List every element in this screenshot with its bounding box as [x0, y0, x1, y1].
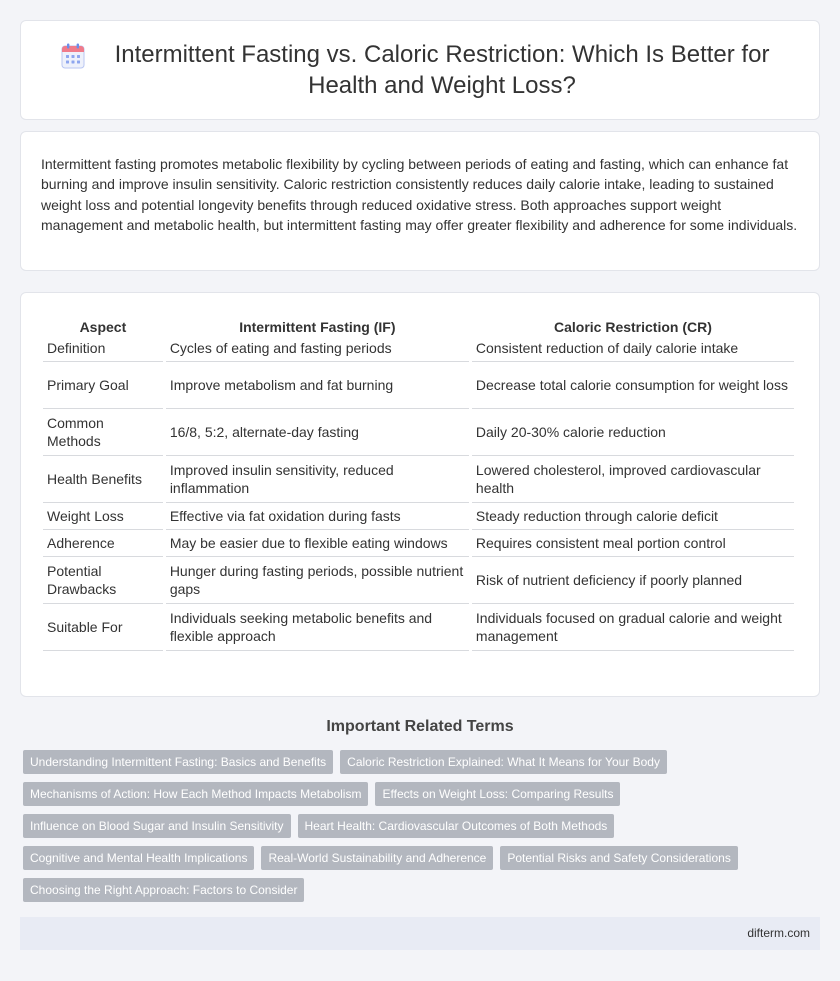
table-cell: Risk of nutrient deficiency if poorly planned: [472, 557, 794, 604]
tag-row: [23, 782, 803, 806]
related-term-tag[interactable]: Caloric Restriction Explained: What It Means for Your Body: [340, 750, 667, 774]
tag-row: [23, 750, 803, 774]
related-term-tag[interactable]: Choosing the Right Approach: Factors to Consider: [23, 878, 304, 902]
header-card: [20, 20, 820, 120]
table-cell: Individuals focused on gradual calorie and weight management: [472, 604, 794, 651]
related-term-tag[interactable]: Influence on Blood Sugar and Insulin Sensitivity: [23, 814, 291, 838]
table-row: [43, 362, 794, 409]
table-cell: Weight Loss: [43, 503, 163, 530]
table-cell: Lowered cholesterol, improved cardiovascular health: [472, 456, 794, 503]
table-cell: Suitable For: [43, 604, 163, 651]
table-header-row: [43, 315, 794, 335]
related-term-tag[interactable]: Mechanisms of Action: How Each Method Impacts Metabolism: [23, 782, 368, 806]
table-cell: Steady reduction through calorie deficit: [472, 503, 794, 530]
column-header-cr: Caloric Restriction (CR): [553, 318, 712, 335]
table-cell: Improved insulin sensitivity, reduced inflammation: [166, 456, 469, 503]
table-row: [43, 503, 794, 530]
table-cell: Decrease total calorie consumption for weight loss: [472, 362, 794, 409]
table-cell: Potential Drawbacks: [43, 557, 163, 604]
table-cell: Daily 20-30% calorie reduction: [472, 409, 794, 456]
related-terms-title: Important Related Terms: [326, 718, 514, 735]
table-row: [43, 557, 794, 604]
related-term-tag[interactable]: Heart Health: Cardiovascular Outcomes of Both Methods: [298, 814, 615, 838]
comparison-table-card: [20, 292, 820, 697]
tag-row: [23, 878, 803, 902]
table-row: [43, 530, 794, 557]
related-term-tag[interactable]: Understanding Intermittent Fasting: Basics and Benefits: [23, 750, 333, 774]
header: [21, 21, 819, 119]
table-cell: 16/8, 5:2, alternate-day fasting: [166, 409, 469, 456]
tag-row: [23, 846, 803, 870]
table-cell: Definition: [43, 335, 163, 362]
related-term-tag[interactable]: Real-World Sustainability and Adherence: [261, 846, 493, 870]
table-cell: Individuals seeking metabolic benefits and flexible approach: [166, 604, 469, 651]
table-row: [43, 335, 794, 362]
table-cell: Cycles of eating and fasting periods: [166, 335, 469, 362]
table-cell: Improve metabolism and fat burning: [166, 362, 469, 409]
related-term-tag[interactable]: Effects on Weight Loss: Comparing Results: [375, 782, 620, 806]
related-term-tag[interactable]: Cognitive and Mental Health Implications: [23, 846, 254, 870]
page-title: Intermittent Fasting vs. Caloric Restriction: Which Is Better for Health and Weight Loss?: [114, 40, 770, 99]
column-header-aspect: Aspect: [79, 318, 127, 335]
table-cell: Health Benefits: [43, 456, 163, 503]
intro-card: [20, 131, 820, 271]
related-terms-list: [23, 750, 803, 910]
table-row: [43, 604, 794, 651]
table-cell: May be easier due to flexible eating windows: [166, 530, 469, 557]
column-header-if: Intermittent Fasting (IF): [239, 318, 396, 335]
tag-row: [23, 814, 803, 838]
table-cell: Primary Goal: [43, 362, 163, 409]
table-cell: Effective via fat oxidation during fasts: [166, 503, 469, 530]
table-row: [43, 456, 794, 503]
comparison-table: [40, 315, 797, 651]
table-cell: Adherence: [43, 530, 163, 557]
intro-paragraph: Intermittent fasting promotes metabolic flexibility by cycling between periods of eating and fasting, which can enhance fat burning and improve insulin sensitivity. Caloric restriction consistently reduces daily calorie intake, leading to sustained weight loss and potential longevity benefits through reduced oxidative stress. Both approaches support weight management and metabolic health, but intermittent fasting may offer greater flexibility and adherence for some individuals.: [41, 156, 798, 233]
calendar-icon: [61, 43, 85, 69]
table-row: [43, 409, 794, 456]
footer: [20, 917, 820, 950]
footer-site-link[interactable]: difterm.com: [747, 926, 810, 940]
related-term-tag[interactable]: Potential Risks and Safety Considerations: [500, 846, 737, 870]
table-cell: Common Methods: [43, 409, 163, 456]
table-cell: Consistent reduction of daily calorie intake: [472, 335, 794, 362]
table-cell: Requires consistent meal portion control: [472, 530, 794, 557]
table-cell: Hunger during fasting periods, possible nutrient gaps: [166, 557, 469, 604]
